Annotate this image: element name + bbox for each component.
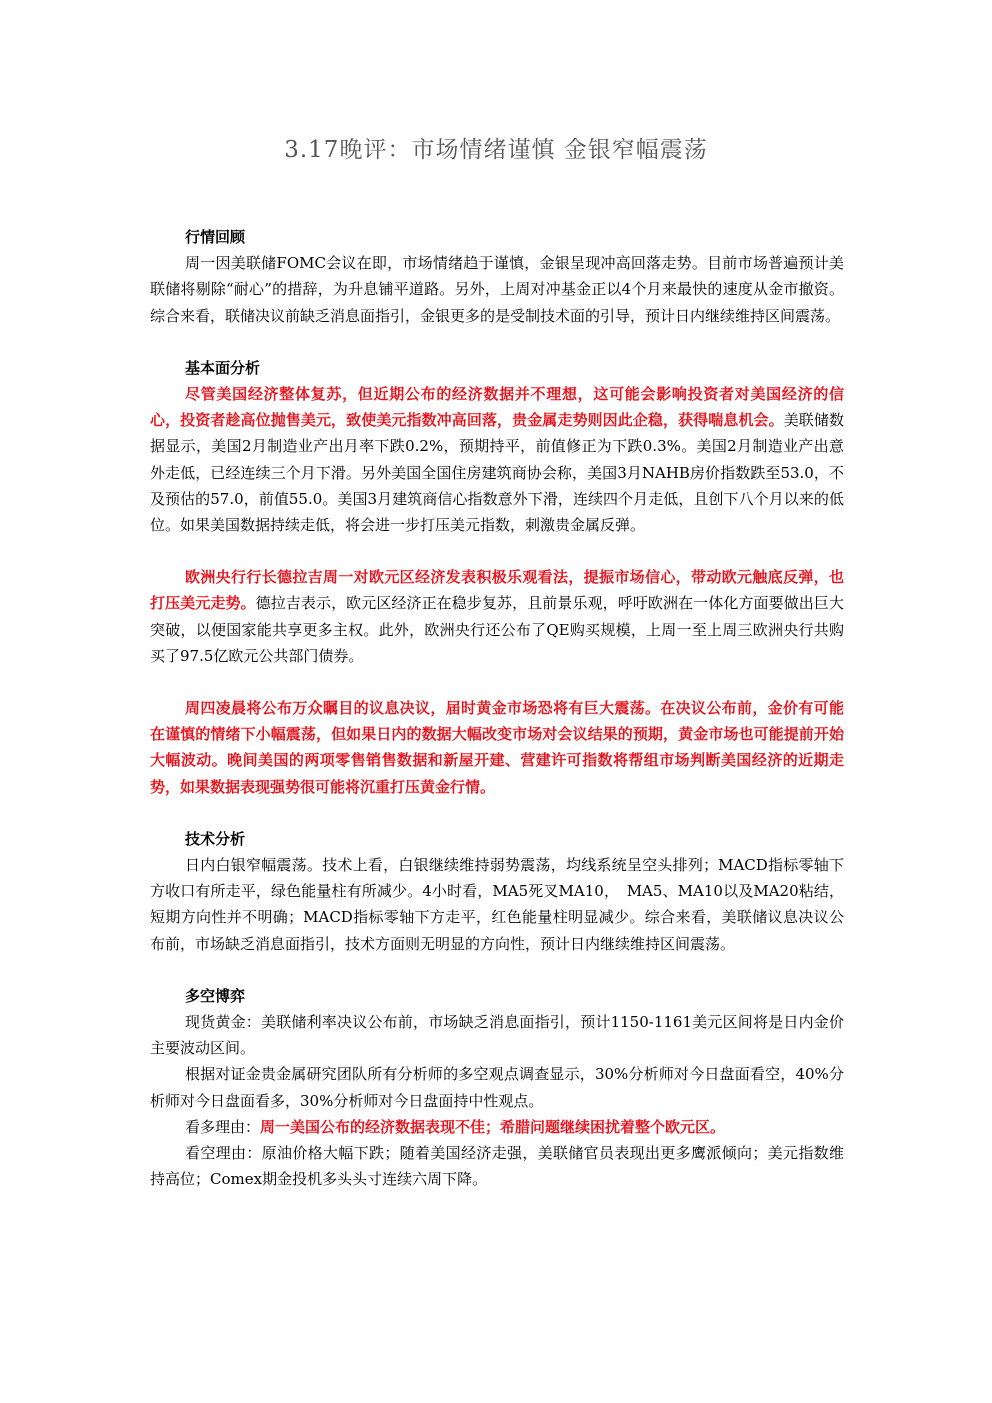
body-text: 德拉吉表示，欧元区经济正在稳步复苏，且前景乐观，呼吁欧洲在一体化方面要做出巨大突破，以便国家能共享更多主权。此外，欧洲央行还公布了QE购买规模，上周一至上周三欧洲央行共购买了97.5亿欧元公共部门债券。 bbox=[150, 594, 844, 665]
bear-reason-paragraph bbox=[150, 1140, 844, 1192]
fundamental-paragraph-1 bbox=[150, 381, 844, 538]
technical-paragraph: 日内白银窄幅震荡。技术上看，白银继续维持弱势震荡，均线系统呈空头排列；MACD指标零轴下方收口有所走平，绿色能量柱有所减少。4小时看，MA5死叉MA10， MA5、MA10以及MA20粘结，短期方向性并不明确；MACD指标零轴下方走平，红色能量柱明显减少。综合来看，美联储议息决议公布前，市场缺乏消息面指引，技术方面则无明显的方向性，预计日内继续维持区间震荡。 bbox=[150, 856, 844, 953]
bull-reason-paragraph bbox=[150, 1114, 844, 1140]
section-heading-long-short: 多空博弈 bbox=[185, 986, 246, 1005]
bear-reason-text: 原油价格大幅下跌；随着美国经济走强，美联储官员表现出更多鹰派倾向；美元指数维持高位；Comex期金投机多头头寸连续六周下降。 bbox=[150, 1144, 844, 1189]
fundamental-paragraph-3 bbox=[150, 695, 844, 800]
spacer bbox=[150, 957, 844, 983]
document-body bbox=[150, 224, 844, 1193]
section-long-short bbox=[150, 983, 844, 1193]
emphasis-text: 尽管美国经济整体复苏，但近期公布的经济数据并不理想，这可能会影响投资者对美国经济的信心，投资者趁高位抛售美元，致使美元指数冲高回落，贵金属走势则因此企稳，获得喘息机会。 bbox=[150, 385, 844, 430]
page-title: 3.17晚评：市场情绪谨慎 金银窄幅震荡 bbox=[284, 137, 708, 163]
spot-gold-paragraph: 现货黄金：美联储利率决议公布前，市场缺乏消息面指引，预计1150-1161美元区间将是日内金价主要波动区间。 bbox=[150, 1013, 844, 1058]
section-heading-market-review: 行情回顾 bbox=[185, 228, 246, 246]
section-heading-fundamental: 基本面分析 bbox=[185, 358, 261, 377]
section-heading-technical: 技术分析 bbox=[185, 829, 246, 848]
survey-paragraph: 根据对证金贵金属研究团队所有分析师的多空观点调查显示，30%分析师对今日盘面看空，40%分析师对今日盘面看多，30%分析师对今日盘面持中性观点。 bbox=[150, 1065, 844, 1110]
spacer bbox=[150, 800, 844, 826]
spacer bbox=[150, 669, 844, 695]
section-technical-analysis bbox=[150, 826, 844, 957]
emphasis-text: 周四凌晨将公布万众瞩目的议息决议，届时黄金市场恐将有巨大震荡。在决议公布前，金价有可能在谨慎的情绪下小幅震荡，但如果日内的数据大幅改变市场对会议结果的预期，黄金市场也可能提前开始大幅波动。晚间美国的两项零售销售数据和新屋开建、营建许可指数将帮组市场判断美国经济的近期走势，如果数据表现强势很可能将沉重打压黄金行情。 bbox=[150, 699, 844, 796]
section-fundamental-analysis bbox=[150, 355, 844, 800]
spacer bbox=[150, 329, 844, 355]
spacer bbox=[150, 538, 844, 564]
fundamental-paragraph-2 bbox=[150, 564, 844, 669]
body-text: 美联储数据显示，美国2月制造业产出月率下跌0.2%，预期持平，前值修正为下跌0.3%。美国2月制造业产出意外走低，已经连续三个月下滑。另外美国全国住房建筑商协会称，美国3月NAHB房价指数跌至53.0，不及预估的57.0，前值55.0。美国3月建筑商信心指数意外下滑，连续四个月走低，且创下八个月以来的低位。如果美国数据持续走低，将会进一步打压美元指数，刺激贵金属反弹。 bbox=[150, 411, 844, 535]
bull-label: 看多理由： bbox=[185, 1117, 261, 1136]
bear-label: 看空理由： bbox=[185, 1144, 262, 1163]
bull-reason-text: 周一美国公布的经济数据表现不佳；希腊问题继续困扰着整个欧元区。 bbox=[260, 1117, 726, 1136]
market-review-paragraph: 周一因美联储FOMC会议在即，市场情绪趋于谨慎，金银呈现冲高回落走势。目前市场普遍预计美联储将剔除“耐心”的措辞，为升息铺平道路。另外，上周对冲基金正以4个月来最快的速度从金市撤资。综合来看，联储决议前缺乏消息面指引，金银更多的是受制技术面的引导，预计日内继续维持区间震荡。 bbox=[150, 254, 844, 325]
emphasis-text: 欧洲央行行长德拉吉周一对欧元区经济发表积极乐观看法，提振市场信心，带动欧元触底反弹，也打压美元走势。 bbox=[150, 568, 844, 613]
section-market-review bbox=[150, 224, 844, 329]
